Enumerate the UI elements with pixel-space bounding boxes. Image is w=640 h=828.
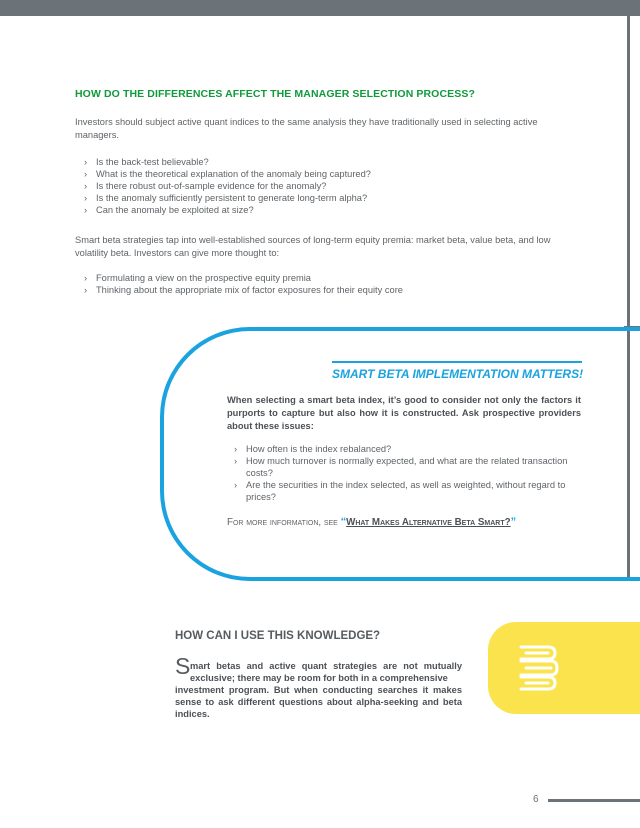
list-item: › How often is the index rebalanced? [234,443,584,455]
list-item: › Is there robust out-of-sample evidence for the anomaly? [84,180,371,192]
page-number: 6 [533,794,539,805]
open-quote: “ [340,516,347,528]
more-info-prefix: For more information, see [227,517,341,528]
close-quote: ” [510,516,517,528]
list-item: › Are the securities in the index selected, as well as weighted, without regard to prices? [234,479,584,503]
book-stack-icon [518,643,560,693]
callout-questions-list [234,443,584,503]
intro-paragraph: Investors should subject active quant indices to the same analysis they have traditionally used in selecting active managers. [75,117,538,140]
list-item: › Thinking about the appropriate mix of factor exposures for their equity core [84,284,403,296]
list-item: › Formulating a view on the prospective equity premia [84,272,403,284]
page-number-rule [548,799,640,802]
list-item: › Can the anomaly be exploited at size? [84,204,371,216]
list-item: › Is the back-test believable? [84,156,371,168]
section-heading-manager-selection: HOW DO THE DIFFERENCES AFFECT THE MANAGER SELECTION PROCESS? [75,88,475,100]
more-info-link[interactable]: What Makes Alternative Beta Smart? [346,517,511,528]
top-bar [0,0,640,16]
yellow-icon-panel [488,622,640,714]
smart-beta-paragraph: Smart beta strategies tap into well-established sources of long-term equity premia: market beta, value beta, and low volatility beta. Investors can give more thought to: [75,235,551,258]
manager-questions-list [84,156,371,216]
section-heading-use-knowledge: HOW CAN I USE THIS KNOWLEDGE? [175,630,381,642]
knowledge-paragraph-lead: mart betas and active quant strategies are not mutually exclusive; there may be room for both in a comprehensive [190,661,462,683]
callout-title-rule [332,361,582,363]
callout-intro: When selecting a smart beta index, it’s good to consider not only the factors it purports to capture but also how it is constructed. Ask prospective providers about these issues: [227,395,581,431]
drop-cap: S [175,653,191,679]
list-item: › How much turnover is normally expected, and what are the related transaction costs? [234,455,584,479]
callout-title: SMART BETA IMPLEMENTATION MATTERS! [332,367,584,381]
smart-beta-list [84,272,403,296]
list-item: › Is the anomaly sufficiently persistent to generate long-term alpha? [84,192,371,204]
more-info-line [227,516,516,528]
list-item: › What is the theoretical explanation of the anomaly being captured? [84,168,371,180]
knowledge-paragraph-rest: investment program. But when conducting searches it makes sense to ask different questions about alpha-seeking and beta indices. [175,685,462,719]
